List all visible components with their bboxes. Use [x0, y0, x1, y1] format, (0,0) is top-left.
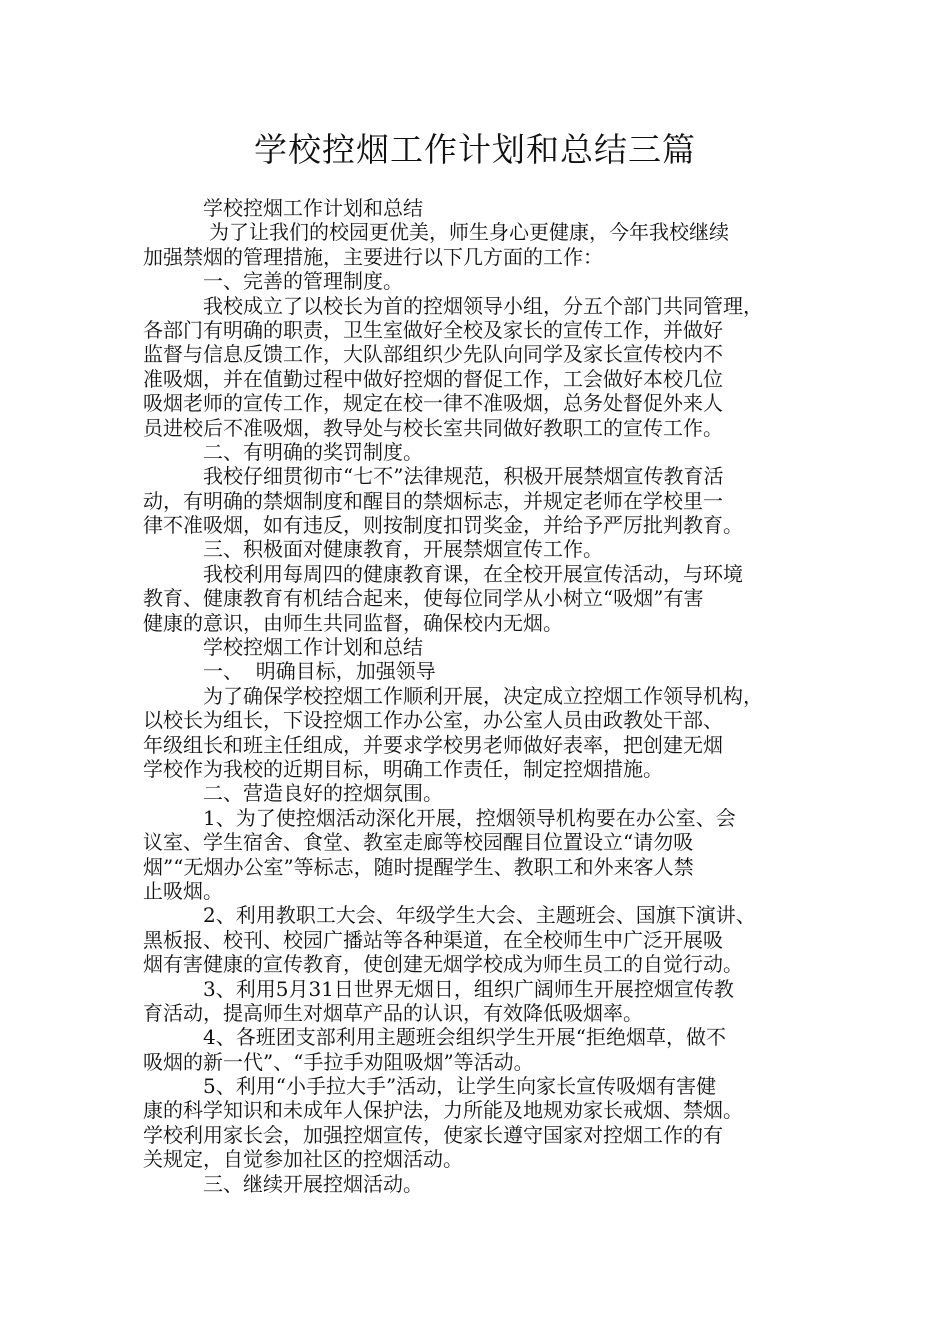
paragraph-line: 教育、健康教育有机结合起来，使每位同学从小树立“吸烟”有害: [143, 586, 704, 611]
section-heading: 学校控烟工作计划和总结: [203, 635, 423, 660]
paragraph-line: 动，有明确的禁烟制度和醒目的禁烟标志，并规定老师在学校里一: [143, 488, 723, 513]
paragraph-line: 烟有害健康的宣传教育，使创建无烟学校成为师生员工的自觉行动。: [143, 952, 743, 977]
section-heading: 二、营造良好的控烟氛围。: [203, 781, 443, 806]
paragraph-line: 健康的意识，由师生共同监督，确保校内无烟。: [143, 610, 563, 635]
paragraph-line: 监督与信息反馈工作，大队部组织少先队向同学及家长宣传校内不: [143, 342, 723, 367]
paragraph-line: 吸烟的新一代”、“手拉手劝阻吸烟”等活动。: [143, 1049, 534, 1074]
document-title: 学校控烟工作计划和总结三篇: [254, 130, 696, 169]
paragraph-line: 为了确保学校控烟工作顺利开展，决定成立控烟工作领导机构，: [203, 683, 763, 708]
paragraph-line: 为了让我们的校园更优美，师生身心更健康，今年我校继续: [209, 220, 729, 245]
section-heading: 一、 明确目标，加强领导: [203, 659, 436, 684]
paragraph-line: 3、利用5月31日世界无烟日，组织广阔师生开展控烟宣传教: [203, 976, 734, 1001]
paragraph-line: 以校长为组长，下设控烟工作办公室，办公室人员由政教处干部、: [143, 708, 723, 733]
document-body: [143, 196, 818, 1196]
paragraph-line: 员进校后不准吸烟，教导处与校长室共同做好教职工的宣传工作。: [143, 415, 723, 440]
paragraph-line: 2、利用教职工大会、年级学生大会、主题班会、国旗下演讲、: [203, 903, 756, 928]
paragraph-line: 学校利用家长会，加强控烟宣传，使家长遵守国家对控烟工作的有: [143, 1122, 723, 1147]
paragraph-line: 加强禁烟的管理措施，主要进行以下几方面的工作：: [143, 244, 603, 269]
paragraph-line: 议室、学生宿舍、食堂、教室走廊等校园醒目位置设立“请勿吸: [143, 830, 694, 855]
paragraph-line: 黑板报、校刊、校园广播站等各种渠道，在全校师生中广泛开展吸: [143, 927, 723, 952]
paragraph-line: 准吸烟，并在值勤过程中做好控烟的督促工作，工会做好本校几位: [143, 366, 723, 391]
paragraph-line: 学校作为我校的近期目标，明确工作责任，制定控烟措施。: [143, 756, 663, 781]
paragraph-line: 吸烟老师的宣传工作，规定在校一律不准吸烟，总务处督促外来人: [143, 391, 723, 416]
section-heading: 三、积极面对健康教育，开展禁烟宣传工作。: [203, 537, 603, 562]
paragraph-line: 康的科学知识和未成年人保护法，力所能及地规劝家长戒烟、禁烟。: [143, 1098, 743, 1123]
paragraph-line: 5、利用“小手拉大手”活动，让学生向家长宣传吸烟有害健: [203, 1074, 717, 1099]
paragraph-line: 我校利用每周四的健康教育课，在全校开展宣传活动，与环境: [203, 561, 743, 586]
paragraph-line: 1、为了使控烟活动深化开展，控烟领导机构要在办公室、会: [203, 805, 736, 830]
section-heading: 学校控烟工作计划和总结: [203, 196, 423, 220]
paragraph-line: 关规定，自觉参加社区的控烟活动。: [143, 1147, 463, 1172]
paragraph-line: 育活动，提高师生对烟草产品的认识，有效降低吸烟率。: [143, 1000, 643, 1025]
paragraph-line: 我校仔细贯彻市“七不”法律规范，积极开展禁烟宣传教育活: [203, 464, 724, 489]
paragraph-line: 律不准吸烟，如有违反，则按制度扣罚奖金，并给予严厉批判教育。: [143, 513, 743, 538]
section-heading: 一、完善的管理制度。: [203, 269, 403, 294]
paragraph-line: 各部门有明确的职责，卫生室做好全校及家长的宣传工作，并做好: [143, 317, 723, 342]
section-heading: 二、有明确的奖罚制度。: [203, 439, 423, 464]
paragraph-line: 烟”“无烟办公室”等标志，随时提醒学生、教职工和外来客人禁: [143, 854, 694, 879]
paragraph-line: 年级组长和班主任组成，并要求学校男老师做好表率，把创建无烟: [143, 732, 723, 757]
paragraph-line: 4、各班团支部利用主题班会组织学生开展“拒绝烟草，做不: [203, 1025, 726, 1050]
paragraph-line: 止吸烟。: [143, 878, 223, 903]
paragraph-line: 我校成立了以校长为首的控烟领导小组，分五个部门共同管理，: [203, 293, 763, 318]
section-heading: 三、继续开展控烟活动。: [203, 1171, 423, 1196]
